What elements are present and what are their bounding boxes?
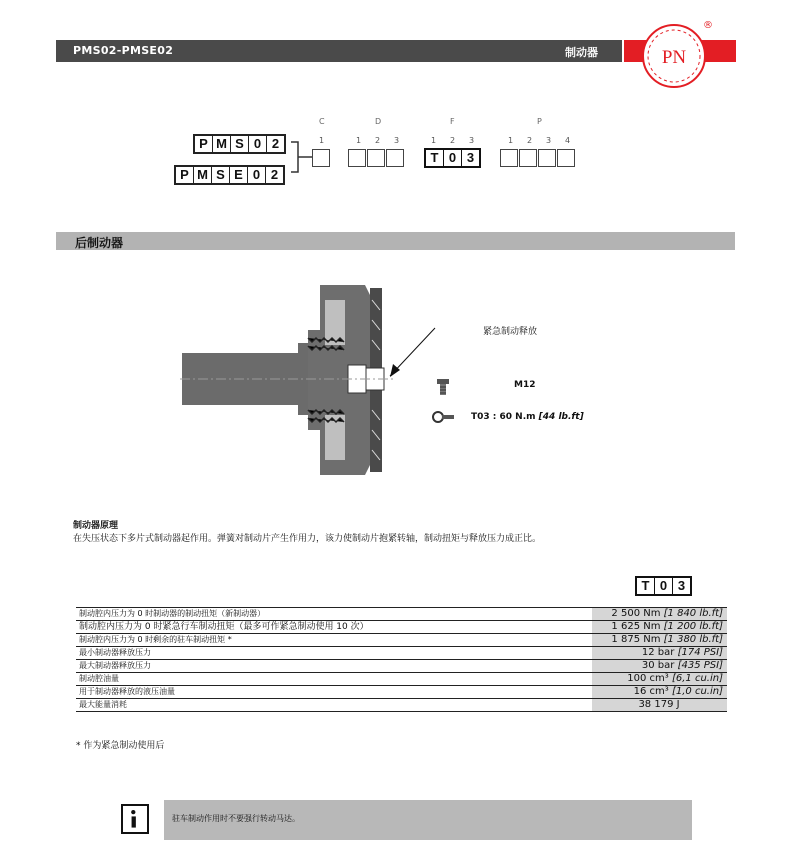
spec-value: 16 cm³ [1,0 cu.in] <box>592 686 727 699</box>
spec-label: 制动腔内压力为 0 时紧急行车制动扭矩（最多可作紧急制动使用 10 次） <box>76 621 592 634</box>
group-label-f: F <box>450 117 455 126</box>
spec-value: 1 875 Nm [1 380 lb.ft] <box>592 634 727 647</box>
option-cell <box>386 149 404 167</box>
code-char: S <box>212 167 230 183</box>
code-char: 2 <box>270 167 279 182</box>
bracket-connector <box>290 140 314 182</box>
option-cell <box>519 149 537 167</box>
spec-value: 38 179 J <box>592 699 727 712</box>
code-char: M <box>213 136 231 152</box>
f-num: 1 <box>431 136 437 145</box>
table-row <box>76 673 727 686</box>
table-row <box>76 686 727 699</box>
model-code-pms02 <box>193 134 286 154</box>
c-num: 1 <box>319 136 325 145</box>
option-c-cells <box>312 149 330 167</box>
model-code-pmse02 <box>174 165 285 185</box>
spec-label: 用于制动器释放的液压油量 <box>76 686 592 699</box>
p-num: 1 <box>508 136 514 145</box>
model-title: PMS02-PMSE02 <box>73 44 174 57</box>
bolt-size: M12 <box>514 380 536 390</box>
code-char: 0 <box>444 150 462 166</box>
spec-value: 30 bar [435 PSI] <box>592 660 727 673</box>
info-icon <box>121 804 149 834</box>
spec-value: 1 625 Nm [1 200 lb.ft] <box>592 621 727 634</box>
torque-spec <box>471 412 584 422</box>
info-text: 驻车制动作用时不要强行转动马达。 <box>172 814 300 823</box>
group-label-d: D <box>375 117 382 126</box>
spec-label: 制动腔内压力为 0 时剩余的驻车制动扭矩 * <box>76 634 592 647</box>
table-row <box>76 647 727 660</box>
d-num: 3 <box>394 136 400 145</box>
code-char: 3 <box>677 578 686 593</box>
option-cell <box>538 149 556 167</box>
option-f-selected <box>424 148 481 168</box>
code-char: P <box>195 136 213 152</box>
group-label-c: C <box>319 117 325 126</box>
registered-mark: ® <box>703 20 713 31</box>
code-char: M <box>194 167 212 183</box>
spec-label: 最大制动器释放压力 <box>76 660 592 673</box>
code-char: 3 <box>466 150 475 165</box>
torque-value: T03 : 60 N.m <box>471 412 536 422</box>
group-label-p: P <box>537 117 542 126</box>
code-char: T <box>426 150 444 166</box>
spec-table <box>76 607 727 712</box>
code-char: 0 <box>249 136 267 152</box>
table-row <box>76 608 727 621</box>
p-num: 4 <box>565 136 571 145</box>
option-cell <box>367 149 385 167</box>
spec-value: 2 500 Nm [1 840 lb.ft] <box>592 608 727 621</box>
table-row <box>76 699 727 712</box>
torque-imperial: [44 lb.ft] <box>538 412 584 422</box>
option-cell <box>557 149 575 167</box>
emergency-release-label: 紧急制动释放 <box>483 327 538 337</box>
spec-label: 最小制动器释放压力 <box>76 647 592 660</box>
d-num: 1 <box>356 136 362 145</box>
code-char: S <box>231 136 249 152</box>
table-code-t03 <box>635 576 692 596</box>
option-cell <box>348 149 366 167</box>
torque-wrench-icon <box>431 410 455 424</box>
p-num: 3 <box>546 136 552 145</box>
table-row <box>76 634 727 647</box>
option-cell <box>500 149 518 167</box>
code-char: P <box>176 167 194 183</box>
section-bar <box>56 232 735 250</box>
code-char: 0 <box>248 167 266 183</box>
code-char: E <box>230 167 248 183</box>
spec-value: 12 bar [174 PSI] <box>592 647 727 660</box>
category-title: 制动器 <box>565 46 598 59</box>
logo-text: PN <box>661 47 687 68</box>
section-title: 后制动器 <box>75 236 124 250</box>
option-cell <box>312 149 330 167</box>
pn-logo <box>641 23 707 89</box>
code-char: 0 <box>655 578 673 594</box>
option-p-cells <box>500 149 575 167</box>
f-num: 3 <box>469 136 475 145</box>
spec-value: 100 cm³ [6,1 cu.in] <box>592 673 727 686</box>
d-num: 2 <box>375 136 381 145</box>
table-row <box>76 660 727 673</box>
principle-title: 制动器原理 <box>73 521 119 531</box>
p-num: 2 <box>527 136 533 145</box>
spec-label: 制动腔内压力为 0 时制动器的制动扭矩（新制动器） <box>76 608 592 621</box>
table-row <box>76 621 727 634</box>
footnote: * 作为紧急制动使用后 <box>76 741 165 751</box>
option-d-cells <box>348 149 404 167</box>
code-char: T <box>637 578 655 594</box>
bolt-icon <box>435 378 451 396</box>
principle-text: 在失压状态下多片式制动器起作用。弹簧对制动片产生作用力，该力使制动片抱紧转轴，制动扭矩与释放压力成正比。 <box>73 534 542 544</box>
code-char: 2 <box>271 136 280 151</box>
brake-cross-section <box>180 280 440 480</box>
spec-label: 制动腔油量 <box>76 673 592 686</box>
f-num: 2 <box>450 136 456 145</box>
spec-label: 最大能量消耗 <box>76 699 592 712</box>
